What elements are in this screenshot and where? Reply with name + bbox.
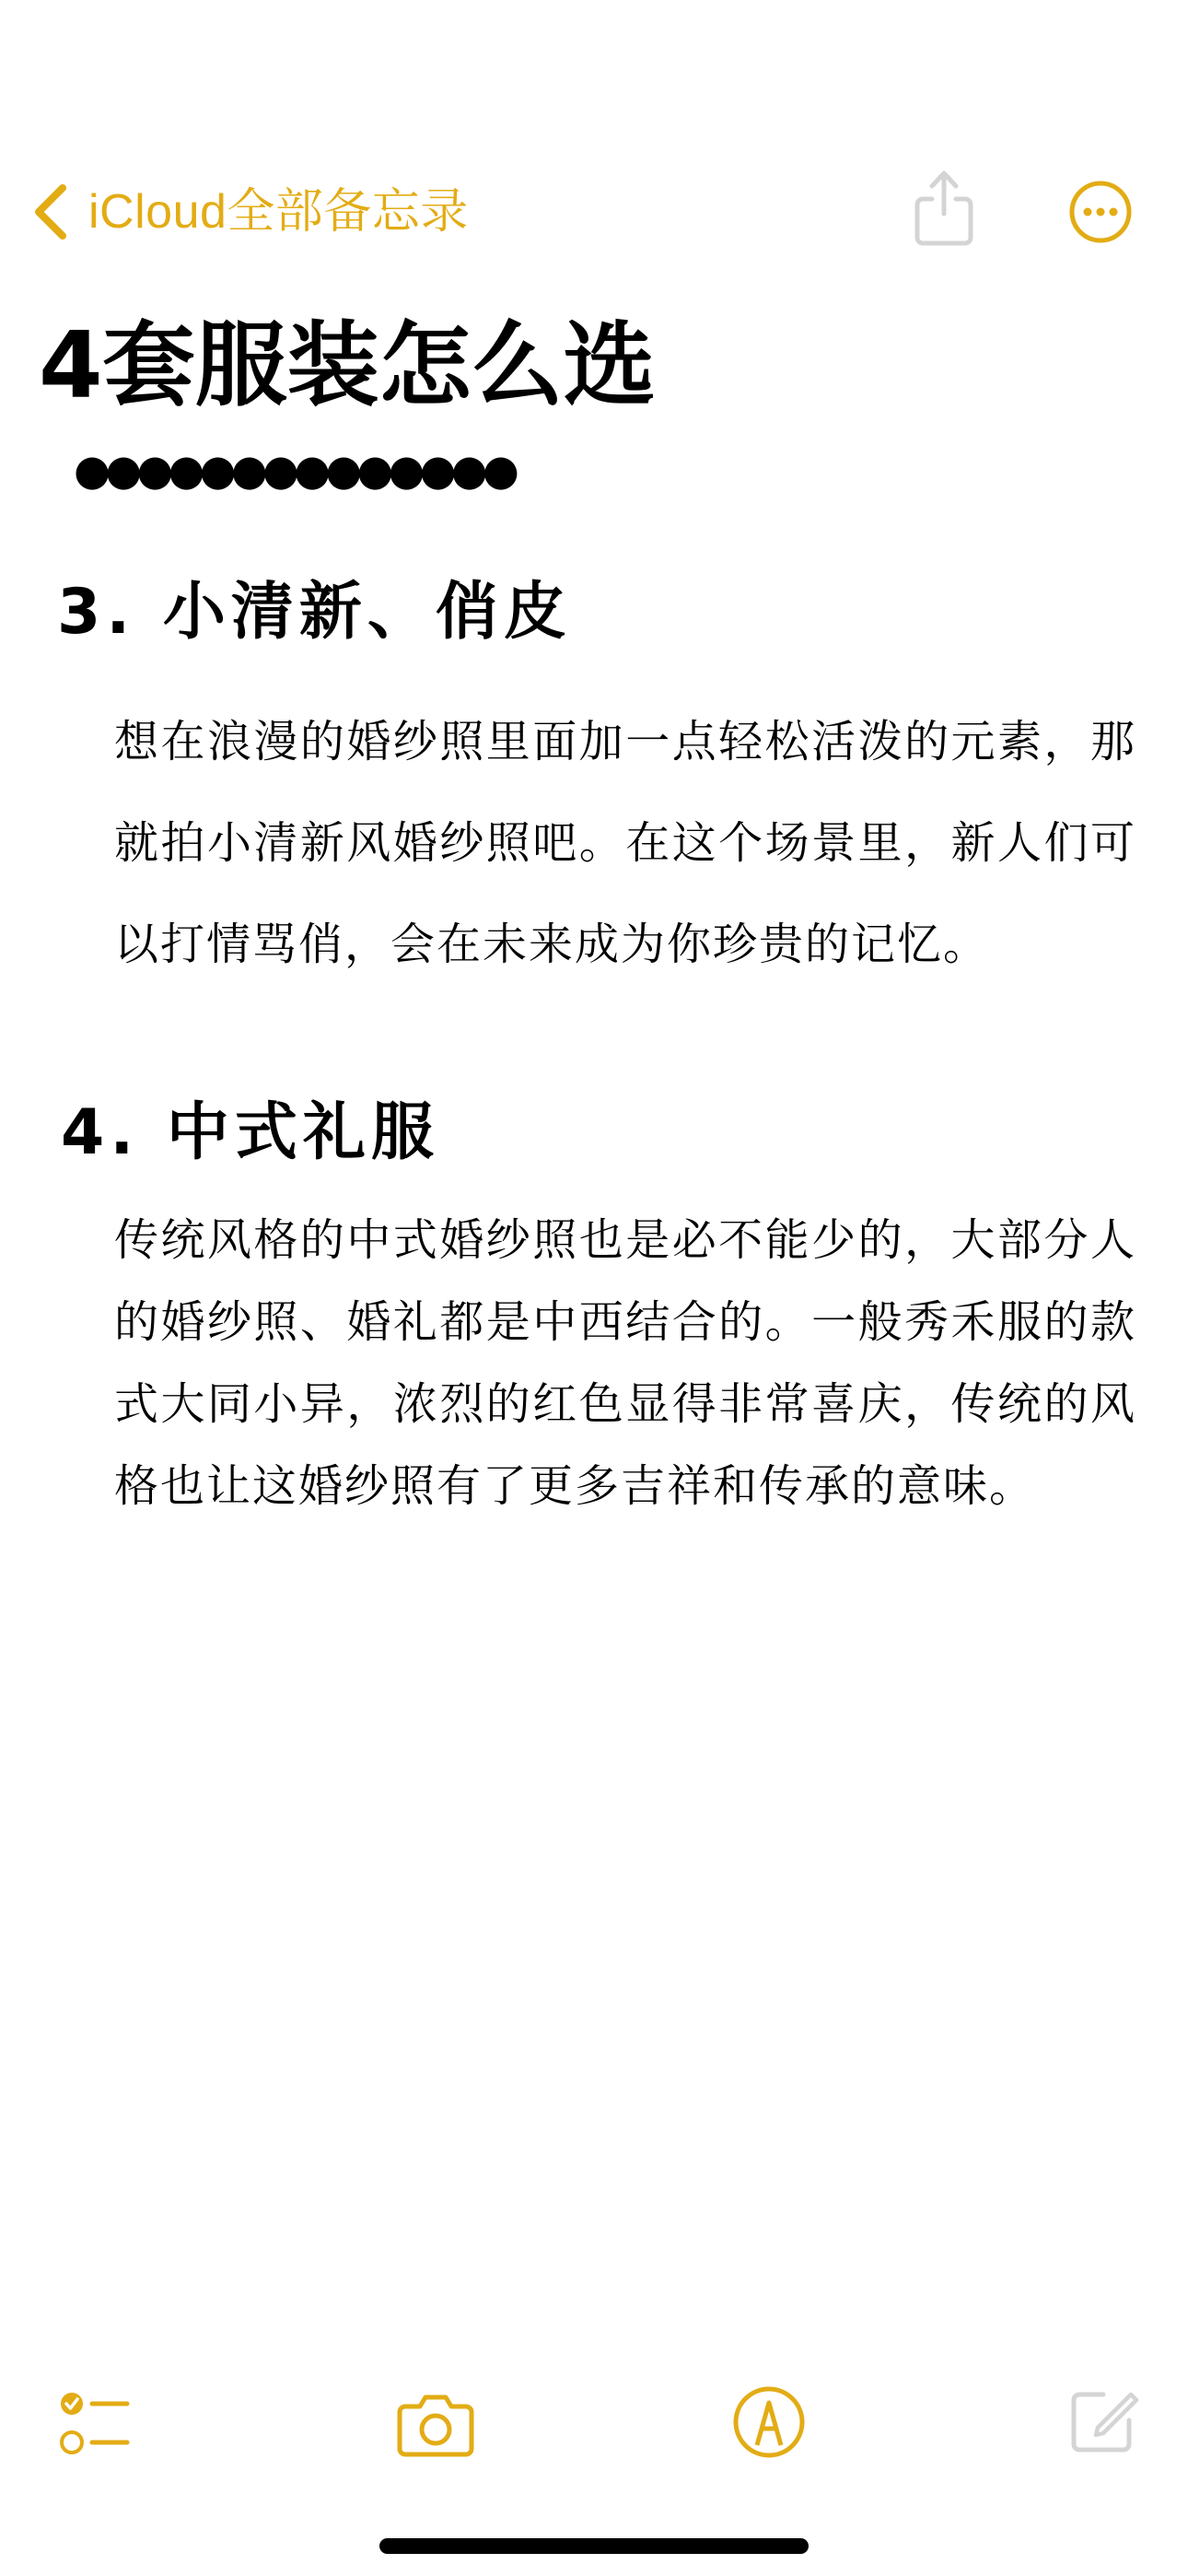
section-heading-3[interactable]: 3. 小清新、俏皮	[57, 576, 572, 649]
checklist-icon[interactable]	[59, 2391, 133, 2465]
chevron-left-icon	[31, 182, 72, 241]
section-paragraph-3[interactable]: 想在浪漫的婚纱照里面加一点轻松活泼的元素，那就拍小清新风婚纱照吧。在这个场景里，新人们可以打情骂俏，会在未来成为你珍贵的记忆。	[114, 716, 1136, 970]
compose-icon[interactable]	[1066, 2382, 1142, 2457]
note-title[interactable]: 4套服装怎么选	[39, 311, 656, 419]
section-paragraph-4[interactable]: 传统风格的中式婚纱照也是必不能少的，大部分人的婚纱照、婚礼都是中西结合的。一般秀禾服的款式大同小异，浓烈的红色显得非常喜庆，传统的风格也让这婚纱照有了更多吉祥和传承的意味。	[114, 1214, 1136, 1512]
camera-icon[interactable]	[396, 2388, 475, 2462]
share-icon[interactable]	[912, 166, 976, 249]
more-options-icon[interactable]	[1068, 180, 1133, 244]
bullet-dots-line[interactable]: ●●●●●●●●●●●●●●	[74, 445, 514, 495]
home-indicator[interactable]	[379, 2538, 809, 2554]
back-button[interactable]	[31, 175, 469, 249]
markup-icon[interactable]	[731, 2384, 807, 2460]
back-button-label: iCloud全部备忘录	[88, 185, 469, 239]
section-heading-4[interactable]: 4. 中式礼服	[61, 1096, 439, 1169]
